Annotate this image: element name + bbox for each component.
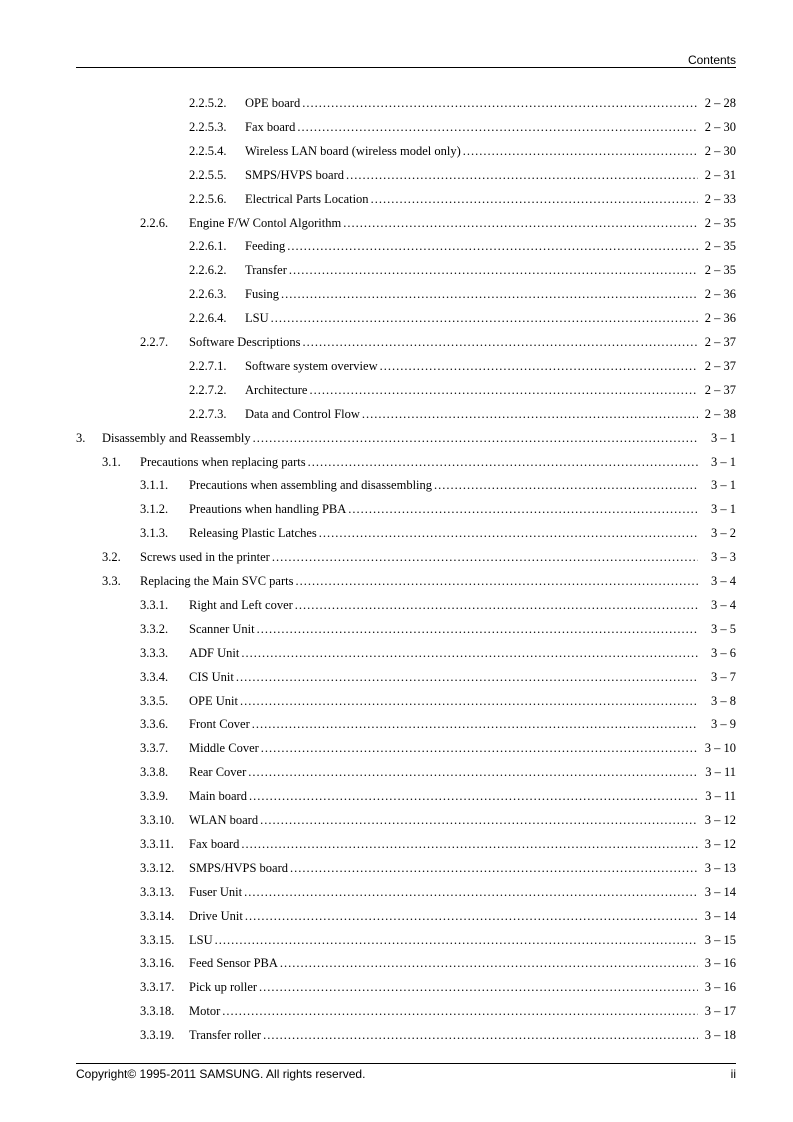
toc-entry-body: [189, 976, 736, 998]
toc-dot-leader: [257, 618, 698, 640]
toc-dot-leader: [236, 666, 698, 688]
toc-entry-number: 3.3.5.: [140, 693, 169, 708]
toc-entry-number: 3.3.14.: [140, 908, 175, 923]
toc-entry-number: 3.1.: [102, 454, 121, 469]
footer-copyright: Copyright© 1995-2011 SAMSUNG. All rights reserved.: [76, 1067, 366, 1081]
toc-entry-body: [245, 355, 736, 377]
toc-entry-title: Engine F/W Contol Algorithm: [189, 215, 342, 230]
toc-entry[interactable]: [0, 690, 793, 712]
toc-entry-title: Main board: [189, 789, 247, 804]
toc-entry-page: 3 – 11: [705, 789, 736, 804]
toc-entry-title: Fuser Unit: [189, 884, 243, 899]
toc-entry-number: 3.3.19.: [140, 1028, 175, 1043]
toc-entry[interactable]: [0, 929, 793, 951]
toc-entry-number: 2.2.7.3.: [189, 406, 227, 421]
toc-entry-number: 3.3.9.: [140, 789, 169, 804]
toc-entry-page: 3 – 14: [704, 908, 736, 923]
toc-entry-body: [189, 474, 736, 496]
toc-entry-page: 3 – 3: [711, 550, 736, 565]
toc-entry-number: 3.3.13.: [140, 884, 175, 899]
footer-rule: [76, 1063, 736, 1064]
toc-entry-number: 2.2.5.5.: [189, 167, 227, 182]
toc-dot-leader: [348, 498, 698, 520]
toc-entry-page: 3 – 14: [704, 884, 736, 899]
toc-entry-body: [189, 713, 736, 735]
toc-dot-leader: [297, 116, 698, 138]
toc-entry[interactable]: [0, 761, 793, 783]
toc-dot-leader: [281, 283, 698, 305]
toc-entry-number: 3.3.11.: [140, 836, 174, 851]
toc-entry-title: Rear Cover: [189, 765, 247, 780]
toc-entry-page: 3 – 10: [704, 741, 736, 756]
toc-entry[interactable]: [0, 474, 793, 496]
toc-entry-page: 3 – 1: [711, 478, 736, 493]
toc-entry-body: [189, 594, 736, 616]
toc-entry[interactable]: [0, 642, 793, 664]
toc-entry[interactable]: [0, 522, 793, 544]
toc-entry-body: [189, 522, 736, 544]
toc-dot-leader: [241, 833, 698, 855]
toc-dot-leader: [271, 307, 698, 329]
toc-entry-title: Pick up roller: [189, 980, 258, 995]
toc-entry[interactable]: [0, 307, 793, 329]
toc-entry-page: 2 – 30: [704, 119, 736, 134]
toc-entry-title: Software Descriptions: [189, 335, 301, 349]
toc-entry[interactable]: [0, 618, 793, 640]
toc-dot-leader: [261, 737, 698, 759]
toc-entry-body: [189, 785, 736, 807]
toc-entry-title: Scanner Unit: [189, 621, 255, 636]
toc-entry-body: [189, 666, 736, 688]
toc-entry-body: [189, 881, 736, 903]
toc-entry-title: Fax board: [245, 119, 296, 134]
toc-entry-title: OPE board: [245, 96, 301, 110]
toc-entry-title: WLAN board: [189, 813, 259, 827]
toc-entry-body: [140, 546, 736, 568]
toc-dot-leader: [290, 857, 698, 879]
toc-entry-number: 2.2.6.4.: [189, 311, 227, 326]
toc-entry-page: 2 – 35: [704, 263, 736, 278]
toc-dot-leader: [463, 140, 698, 162]
toc-entry-title: SMPS/HVPS board: [245, 167, 344, 182]
toc-entry-number: 3.3.1.: [140, 597, 169, 612]
toc-entry-title: OPE Unit: [189, 693, 238, 708]
toc-dot-leader: [380, 355, 698, 377]
toc-entry-body: [189, 857, 736, 879]
toc-entry-body: [189, 642, 736, 664]
toc-entry-body: [245, 92, 736, 114]
toc-entry-body: [140, 570, 736, 592]
toc-entry-page: 3 – 1: [711, 430, 736, 445]
toc-entry-title: CIS Unit: [189, 669, 234, 684]
toc-entry-number: 3.3.16.: [140, 956, 175, 971]
toc-entry-number: 2.2.7.: [140, 335, 169, 349]
toc-entry-page: 3 – 18: [704, 1028, 736, 1043]
toc-entry-title: Wireless LAN board (wireless model only): [245, 143, 461, 158]
toc-dot-leader: [302, 92, 698, 114]
toc-dot-leader: [289, 259, 698, 281]
toc-entry-number: 3.1.2.: [140, 502, 169, 517]
toc-dot-leader: [241, 642, 698, 664]
toc-entry-title: Right and Left cover: [189, 597, 293, 612]
toc-entry-number: 3.3.18.: [140, 1004, 175, 1019]
toc-entry-number: 3.3.6.: [140, 717, 169, 732]
toc-entry-title: Precautions when replacing parts: [140, 454, 306, 469]
toc-entry-body: [245, 188, 736, 210]
toc-entry-number: 2.2.7.2.: [189, 382, 227, 397]
toc-entry[interactable]: [0, 355, 793, 377]
toc-entry-title: Preautions when handling PBA: [189, 502, 347, 517]
toc-entry-number: 2.2.6.1.: [189, 239, 227, 254]
toc-entry-page: 3 – 6: [711, 645, 736, 660]
toc-entry[interactable]: [0, 1024, 793, 1046]
toc-entry-page: 2 – 33: [704, 191, 736, 206]
toc-entry-number: 2.2.6.3.: [189, 287, 227, 302]
toc-entry[interactable]: [0, 331, 793, 353]
toc-entry-body: [189, 809, 736, 831]
toc-entry-title: Motor: [189, 1004, 221, 1019]
toc-entry-page: 2 – 31: [704, 167, 736, 182]
toc-entry-title: LSU: [245, 311, 269, 326]
toc-entry[interactable]: [0, 379, 793, 401]
toc-dot-leader: [259, 976, 698, 998]
toc-entry-body: [245, 307, 736, 329]
header-title: Contents: [687, 53, 736, 67]
toc-entry[interactable]: [0, 809, 793, 831]
toc-dot-leader: [260, 809, 698, 831]
toc-entry-page: 2 – 37: [704, 335, 736, 349]
toc-entry-page: 3 – 16: [704, 980, 736, 995]
toc-entry-page: 3 – 5: [711, 621, 736, 636]
toc-entry-page: 3 – 4: [711, 597, 736, 612]
toc-entry[interactable]: [0, 92, 793, 114]
toc-dot-leader: [343, 212, 698, 234]
toc-entry-page: 2 – 38: [704, 406, 736, 421]
toc-entry-title: Front Cover: [189, 717, 250, 732]
toc-entry[interactable]: [0, 833, 793, 855]
toc-entry-page: 2 – 36: [704, 287, 736, 302]
toc-dot-leader: [434, 474, 698, 496]
toc-entry-title: Fax board: [189, 836, 240, 851]
toc-entry-title: Screws used in the printer: [140, 550, 270, 565]
toc-entry-title: Transfer roller: [189, 1028, 262, 1043]
toc-entry-title: Fusing: [245, 287, 280, 302]
toc-entry[interactable]: [0, 952, 793, 974]
toc-entry[interactable]: [0, 713, 793, 735]
header-rule: [76, 67, 736, 68]
toc-entry-page: 3 – 1: [711, 502, 736, 517]
toc-entry-body: [189, 618, 736, 640]
toc-entry-number: 3.3.2.: [140, 621, 169, 636]
toc-entry-body: [245, 140, 736, 162]
toc-entry[interactable]: [0, 857, 793, 879]
toc-entry-body: [189, 737, 736, 759]
toc-entry-page: 2 – 28: [704, 96, 736, 110]
toc-entry-number: 3.3.4.: [140, 669, 169, 684]
toc-entry-number: 2.2.6.: [140, 215, 169, 230]
toc-dot-leader: [362, 403, 698, 425]
toc-dot-leader: [295, 594, 698, 616]
toc-entry-body: [189, 929, 736, 951]
toc-entry-body: [189, 905, 736, 927]
toc-entry-body: [189, 1000, 736, 1022]
toc-entry-page: 3 – 1: [711, 454, 736, 469]
toc-entry-title: Transfer: [245, 263, 287, 278]
toc-entry-page: 3 – 13: [704, 860, 736, 875]
toc-entry-page: 2 – 35: [704, 215, 736, 230]
toc-entry[interactable]: [0, 905, 793, 927]
toc-entry-title: Drive Unit: [189, 908, 243, 923]
toc-entry-number: 2.2.7.1.: [189, 358, 227, 373]
toc-entry-title: Architecture: [245, 382, 308, 397]
toc-dot-leader: [253, 427, 698, 449]
toc-entry-body: [189, 331, 736, 353]
toc-entry-body: [245, 116, 736, 138]
toc-entry-title: Replacing the Main SVC parts: [140, 574, 294, 588]
toc-entry-number: 3.3.10.: [140, 813, 175, 827]
toc-dot-leader: [308, 451, 698, 473]
toc-entry-body: [189, 952, 736, 974]
toc-entry-page: 3 – 15: [704, 932, 736, 947]
toc-entry-title: Disassembly and Reassembly: [102, 430, 251, 445]
toc-entry-body: [140, 451, 736, 473]
toc-entry[interactable]: [0, 976, 793, 998]
toc-entry-page: 2 – 30: [704, 143, 736, 158]
toc-dot-leader: [287, 235, 698, 257]
toc-entry-page: 3 – 17: [704, 1004, 736, 1019]
toc-entry-number: 3.3.3.: [140, 645, 169, 660]
toc-entry-page: 2 – 37: [704, 382, 736, 397]
toc-entry[interactable]: [0, 594, 793, 616]
toc-entry-body: [189, 498, 736, 520]
toc-entry-number: 2.2.5.2.: [189, 96, 227, 110]
toc-entry-title: Electrical Parts Location: [245, 191, 369, 206]
toc-entry[interactable]: [0, 451, 793, 473]
toc-entry-page: 3 – 11: [705, 765, 736, 780]
toc-entry-title: Feeding: [245, 239, 286, 254]
toc-entry-page: 3 – 8: [711, 693, 736, 708]
toc-entry-body: [189, 761, 736, 783]
toc-entry[interactable]: [0, 881, 793, 903]
toc-dot-leader: [302, 331, 698, 353]
toc-entry-number: 3.1.3.: [140, 526, 169, 541]
toc-dot-leader: [371, 188, 698, 210]
toc-entry-number: 3.3.17.: [140, 980, 175, 995]
toc-entry-title: Middle Cover: [189, 741, 259, 756]
toc-entry-page: 2 – 37: [704, 358, 736, 373]
toc-entry-title: Data and Control Flow: [245, 406, 360, 421]
toc-entry-body: [189, 833, 736, 855]
toc-dot-leader: [263, 1024, 698, 1046]
toc-entry[interactable]: [0, 666, 793, 688]
toc-entry-page: 3 – 9: [711, 717, 736, 732]
toc-entry-number: 3.: [76, 430, 86, 445]
toc-dot-leader: [295, 570, 698, 592]
toc-dot-leader: [249, 785, 698, 807]
toc-entry[interactable]: [0, 164, 793, 186]
toc-dot-leader: [252, 713, 698, 735]
toc-entry[interactable]: [0, 427, 793, 449]
toc-entry-number: 3.3.7.: [140, 741, 169, 756]
toc-dot-leader: [245, 905, 698, 927]
toc-entry-page: 3 – 2: [711, 526, 736, 541]
toc-entry-title: SMPS/HVPS board: [189, 860, 288, 875]
toc-entry-number: 2.2.5.3.: [189, 119, 227, 134]
toc-entry-page: 2 – 35: [704, 239, 736, 254]
toc-entry-page: 3 – 12: [704, 836, 736, 851]
toc-entry-number: 3.3.8.: [140, 765, 169, 780]
toc-dot-leader: [248, 761, 698, 783]
toc-entry-title: Feed Sensor PBA: [189, 956, 278, 971]
toc-entry-number: 2.2.5.6.: [189, 191, 227, 206]
toc-dot-leader: [272, 546, 698, 568]
toc-dot-leader: [222, 1000, 698, 1022]
toc-entry[interactable]: [0, 259, 793, 281]
toc-entry-number: 2.2.6.2.: [189, 263, 227, 278]
footer-page-number: ii: [730, 1067, 736, 1081]
toc-entry[interactable]: [0, 737, 793, 759]
toc-entry[interactable]: [0, 785, 793, 807]
toc-entry-page: 3 – 16: [704, 956, 736, 971]
toc-entry-body: [189, 212, 736, 234]
toc-entry-title: Software system overview: [245, 358, 378, 373]
toc-entry-number: 3.2.: [102, 550, 121, 565]
toc-entry-body: [102, 427, 736, 449]
toc-entry[interactable]: [0, 116, 793, 138]
toc-entry-number: 2.2.5.4.: [189, 143, 227, 158]
toc-entry[interactable]: [0, 498, 793, 520]
toc-entry-body: [245, 379, 736, 401]
toc-entry-page: 2 – 36: [704, 311, 736, 326]
toc-entry-body: [245, 403, 736, 425]
toc-dot-leader: [240, 690, 698, 712]
toc-entry-title: Releasing Plastic Latches: [189, 526, 317, 541]
toc-entry[interactable]: [0, 235, 793, 257]
toc-entry-body: [189, 690, 736, 712]
toc-entry-page: 3 – 4: [711, 574, 736, 588]
toc-entry-body: [245, 164, 736, 186]
toc-entry-page: 3 – 12: [704, 813, 736, 827]
toc-entry[interactable]: [0, 212, 793, 234]
toc-entry[interactable]: [0, 570, 793, 592]
toc-entry[interactable]: [0, 546, 793, 568]
toc-dot-leader: [319, 522, 698, 544]
toc-entry-body: [245, 259, 736, 281]
toc-dot-leader: [346, 164, 698, 186]
toc-entry-body: [245, 283, 736, 305]
toc-entry[interactable]: [0, 140, 793, 162]
toc-entry[interactable]: [0, 1000, 793, 1022]
toc-entry-number: 3.3.15.: [140, 932, 175, 947]
toc-entry-body: [189, 1024, 736, 1046]
toc-entry-number: 3.1.1.: [140, 478, 169, 493]
toc-dot-leader: [280, 952, 698, 974]
toc-dot-leader: [309, 379, 698, 401]
toc-entry-body: [245, 235, 736, 257]
toc-entry-title: LSU: [189, 932, 213, 947]
toc-entry-page: 3 – 7: [711, 669, 736, 684]
toc-entry-number: 3.3.: [102, 574, 121, 588]
toc-entry[interactable]: [0, 188, 793, 210]
toc-entry[interactable]: [0, 283, 793, 305]
toc-entry-title: Precautions when assembling and disassembling: [189, 478, 433, 493]
toc-entry-number: 3.3.12.: [140, 860, 175, 875]
toc-entry-title: ADF Unit: [189, 645, 240, 660]
toc-dot-leader: [244, 881, 698, 903]
toc-entry[interactable]: [0, 403, 793, 425]
toc-dot-leader: [215, 929, 698, 951]
